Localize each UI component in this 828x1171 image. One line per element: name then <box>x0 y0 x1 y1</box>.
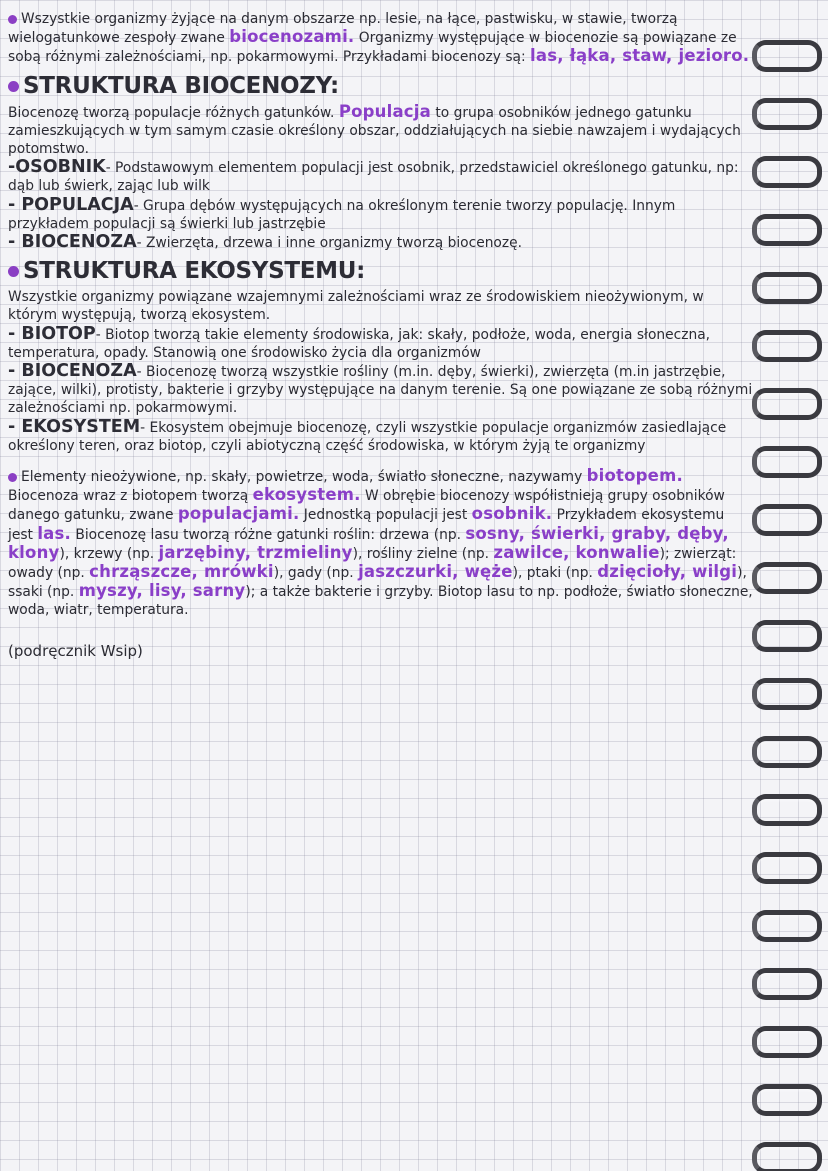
spiral-ring <box>752 794 822 826</box>
highlight: biotopem. <box>586 466 683 486</box>
highlight: populacjami. <box>177 504 300 524</box>
term-ekosystem <box>8 418 753 455</box>
term-label: -OSOBNIK <box>8 157 106 178</box>
spiral-ring <box>752 388 822 420</box>
text: ); a także bakterie i grzyby. Biotop lasu to np. podłoże, światło słoneczne, woda, wiatr, temperatura. <box>8 584 753 619</box>
term-biocenoza-2 <box>8 362 753 418</box>
spiral-ring <box>752 1084 822 1116</box>
summary-paragraph <box>8 467 753 620</box>
text: Wszystkie organizmy żyjące na danym obszarze np. lesie, na łące, pastwisku, w stawie, tworzą wielogatunkowe zespoły zwane <box>8 11 678 47</box>
text: Wszystkie organizmy powiązane wzajemnymi zależnościami wraz ze środowiskiem nieożywionym, w którym występują, tworzą ekosystem. <box>8 289 704 324</box>
highlight: osobnik. <box>471 504 553 524</box>
highlight: dzięcioły, wilgi <box>597 562 738 582</box>
bullet-icon <box>8 266 19 277</box>
term-label: - BIOCENOZA <box>8 361 137 382</box>
spiral-ring <box>752 910 822 942</box>
spiral-ring <box>752 214 822 246</box>
spiral-ring <box>752 446 822 478</box>
term-text: - Grupa dębów występujących na określonym terenie tworzy populację. Innym przykładem populacji są świerki lub jastrzębie <box>8 197 676 232</box>
term-text: - Podstawowym elementem populacji jest osobnik, przedstawiciel określonego gatunku, np: dąb lub świerk, zając lub wilk <box>8 160 739 195</box>
term-text: - Biocenozę tworzą wszystkie rośliny (m.in. dęby, świerki), zwierzęta (m.in jastrzębie, zające, wilki), protisty, bakterie i grzyby występujące na danym terenie. Są one powiązane ze sobą różnymi zależnościami np. pokarmowymi. <box>8 364 753 417</box>
spiral-ring <box>752 562 822 594</box>
heading-text: STRUKTURA EKOSYSTEMU: <box>23 258 366 285</box>
highlight-examples: las, łąka, staw, jezioro. <box>530 46 750 66</box>
highlight: myszy, lisy, sarny <box>78 581 246 601</box>
term-label: - EKOSYSTEM <box>8 416 141 437</box>
section2-intro <box>8 288 753 324</box>
spiral-ring <box>752 1026 822 1058</box>
highlight: sosny, świerki, graby, dęby, klony <box>8 523 729 562</box>
spiral-binding <box>756 0 828 1171</box>
spiral-ring <box>752 330 822 362</box>
section1-intro <box>8 103 753 159</box>
text: ), krzewy (np. <box>59 545 159 562</box>
term-label: - BIOTOP <box>8 323 96 344</box>
spiral-ring <box>752 736 822 768</box>
spiral-ring <box>752 156 822 188</box>
spiral-ring <box>752 40 822 72</box>
spiral-ring <box>752 678 822 710</box>
term-biocenoza <box>8 233 753 252</box>
text: Organizmy występujące w biocenozie są powiązane ze sobą różnymi zależnościami, np. pokarmowymi. Przykładami biocenozy są: <box>8 30 737 66</box>
bullet-icon <box>8 81 19 92</box>
text: ), gady (np. <box>273 565 359 582</box>
spiral-ring <box>752 852 822 884</box>
highlight: chrząszcze, mrówki <box>89 562 274 582</box>
heading-text: STRUKTURA BIOCENOZY: <box>23 72 339 99</box>
text: ), rośliny zielne (np. <box>352 545 494 562</box>
text: ), ssaki (np. <box>8 565 747 601</box>
spiral-ring <box>752 272 822 304</box>
highlight-populacja: Populacja <box>338 101 431 121</box>
notes-content <box>8 10 753 660</box>
highlight: jaszczurki, węże <box>358 562 513 582</box>
text: Biocenozę lasu tworzą różne gatunki roślin: drzewa (np. <box>71 526 466 543</box>
text: Biocenozę tworzą populacje różnych gatunków. <box>8 104 339 121</box>
text: ), ptaki (np. <box>512 565 598 582</box>
highlight: zawilce, konwalie <box>493 542 660 562</box>
text: Jednostką populacji jest <box>299 507 472 524</box>
text: Biocenoza wraz z biotopem tworzą <box>8 488 253 505</box>
bullet-icon <box>8 473 17 482</box>
term-text: - Biotop tworzą takie elementy środowiska, jak: skały, podłoże, woda, energia słoneczna, temperatura, opady. Stanowią one środowisko życia dla organizmów <box>8 326 711 361</box>
term-populacja <box>8 196 753 233</box>
section-heading-ekosystem <box>8 256 753 286</box>
intro-paragraph <box>8 10 753 67</box>
spiral-ring <box>752 620 822 652</box>
highlight: ekosystem. <box>252 485 361 505</box>
term-text: - Ekosystem obejmuje biocenozę, czyli wszystkie populacje organizmów zasiedlające określony teren, oraz biotop, czyli abiotyczną część środowiska, w którym żyją te organizmy <box>8 419 727 454</box>
spiral-ring <box>752 968 822 1000</box>
text: ); zwierząt: owady (np. <box>8 545 737 582</box>
spiral-ring <box>752 504 822 536</box>
bullet-icon <box>8 15 17 24</box>
section-heading-biocenoza <box>8 71 753 101</box>
text: Elementy nieożywione, np. skały, powietrze, woda, światło słoneczne, nazywamy <box>21 469 587 486</box>
term-biotop <box>8 325 753 362</box>
text: to grupa osobników jednego gatunku zamieszkujących w tym samym czasie określony obszar, oddziałujących na siebie nawzajem i wydających potomstwo. <box>8 104 741 158</box>
spiral-ring <box>752 1142 822 1171</box>
highlight-biocenozami: biocenozami. <box>229 27 355 47</box>
term-text: - Zwierzęta, drzewa i inne organizmy tworzą biocenozę. <box>136 235 522 252</box>
highlight: las. <box>37 523 71 543</box>
source-note: (podręcznik Wsip) <box>8 641 143 660</box>
text: Przykładem ekosystemu jest <box>8 507 725 543</box>
term-label: - BIOCENOZA <box>8 232 137 253</box>
highlight: jarzębiny, trzmieliny <box>158 542 353 562</box>
text: W obrębie biocenozy współistnieją grupy osobników danego gatunku, zwane <box>8 488 725 524</box>
term-label: - POPULACJA <box>8 194 134 215</box>
spiral-ring <box>752 98 822 130</box>
term-osobnik <box>8 158 753 195</box>
